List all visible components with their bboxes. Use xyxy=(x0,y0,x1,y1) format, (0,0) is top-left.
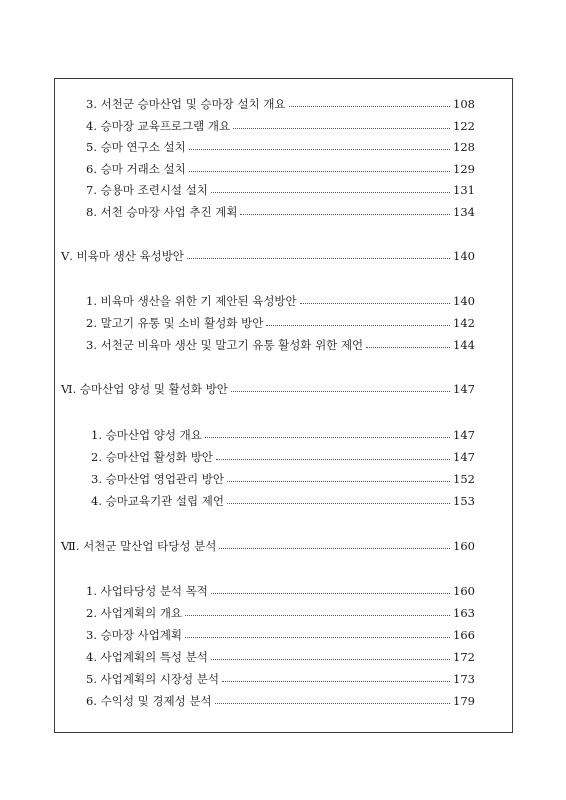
leader-dots xyxy=(289,106,451,107)
leader-dots xyxy=(185,637,450,638)
toc-entry xyxy=(91,424,475,442)
toc-entry-label: 3. 승마장 사업계획 xyxy=(86,628,183,642)
toc-entry-label: 5. 승마 연구소 설치 xyxy=(86,140,186,154)
toc-section-heading xyxy=(61,535,475,553)
toc-entry xyxy=(86,136,475,154)
toc-entry-page: 142 xyxy=(453,316,475,330)
leader-dots xyxy=(211,192,450,193)
toc-entry-page: 172 xyxy=(453,650,475,664)
toc-section-heading xyxy=(61,245,475,263)
leader-dots xyxy=(227,481,450,482)
toc-entry-page: 108 xyxy=(453,97,475,111)
toc-section-page: 147 xyxy=(453,382,475,396)
leader-dots xyxy=(219,548,450,549)
leader-dots xyxy=(216,459,450,460)
leader-dots xyxy=(215,703,450,704)
toc-entry-page: 134 xyxy=(453,205,475,219)
leader-dots xyxy=(205,437,450,438)
toc-entry xyxy=(86,179,475,197)
leader-dots xyxy=(211,659,450,660)
toc-entry-label: 7. 승용마 조련시설 설치 xyxy=(86,183,208,197)
toc-entry xyxy=(86,624,475,642)
leader-dots xyxy=(231,391,450,392)
toc-entry-label: 6. 승마 거래소 설치 xyxy=(86,162,186,176)
toc-entry-page: 166 xyxy=(453,628,475,642)
toc-entry xyxy=(86,115,475,133)
leader-dots xyxy=(189,149,450,150)
toc-entry-page: 179 xyxy=(453,694,475,708)
toc-entry xyxy=(86,334,475,352)
leader-dots xyxy=(366,347,450,348)
leader-dots xyxy=(222,681,450,682)
toc-entry-page: 147 xyxy=(453,450,475,464)
toc-entry-label: 4. 승마교육기관 설립 제언 xyxy=(91,494,225,508)
toc-entry-page: 122 xyxy=(453,119,475,133)
toc-section-label: Ⅵ. 승마산업 양성 및 활성화 방안 xyxy=(61,382,228,396)
toc-entry-label: 1. 사업타당성 분석 목적 xyxy=(86,584,208,598)
toc-entry-page: 173 xyxy=(453,672,475,686)
leader-dots xyxy=(185,615,450,616)
toc-entry-label: 4. 승마장 교육프로그램 개요 xyxy=(86,119,231,133)
leader-dots xyxy=(189,171,450,172)
toc-entry-page: 147 xyxy=(453,428,475,442)
toc-entry-page: 153 xyxy=(453,494,475,508)
toc-entry-label: 3. 서천군 비육마 생산 및 말고기 유통 활성화 위한 제언 xyxy=(86,338,364,352)
toc-entry xyxy=(86,93,475,111)
toc-entry-label: 1. 비육마 생산을 위한 기 제안된 육성방안 xyxy=(86,294,297,308)
toc-entry-page: 140 xyxy=(453,294,475,308)
toc-section-page: 140 xyxy=(453,249,475,263)
toc-entry-page: 144 xyxy=(453,338,475,352)
leader-dots xyxy=(227,503,450,504)
toc-frame xyxy=(54,78,513,733)
toc-entry-label: 3. 서천군 승마산업 및 승마장 설치 개요 xyxy=(86,97,286,111)
toc-entry xyxy=(86,690,475,708)
toc-entry xyxy=(86,668,475,686)
toc-entry xyxy=(86,312,475,330)
toc-entry xyxy=(86,158,475,176)
toc-entry-label: 4. 사업계획의 특성 분석 xyxy=(86,650,208,664)
leader-dots xyxy=(233,128,450,129)
toc-entry-page: 152 xyxy=(453,472,475,486)
toc-entry xyxy=(86,290,475,308)
toc-entry xyxy=(86,602,475,620)
toc-entry-label: 2. 사업계획의 개요 xyxy=(86,606,183,620)
leader-dots xyxy=(187,258,450,259)
toc-entry-label: 5. 사업계획의 시장성 분석 xyxy=(86,672,220,686)
toc-entry-label: 6. 수익성 및 경제성 분석 xyxy=(86,694,212,708)
toc-entry-page: 129 xyxy=(453,162,475,176)
toc-entry xyxy=(86,580,475,598)
toc-entry-page: 160 xyxy=(453,584,475,598)
leader-dots xyxy=(266,325,450,326)
toc-entry-label: 2. 승마산업 활성화 방안 xyxy=(91,450,213,464)
toc-entry-label: 1. 승마산업 양성 개요 xyxy=(91,428,202,442)
leader-dots xyxy=(211,593,450,594)
toc-entry-page: 128 xyxy=(453,140,475,154)
toc-section-label: Ⅴ. 비육마 생산 육성방안 xyxy=(61,249,184,263)
toc-section-heading xyxy=(61,378,475,396)
toc-entry xyxy=(86,646,475,664)
toc-entry-label: 3. 승마산업 영업관리 방안 xyxy=(91,472,225,486)
toc-entry xyxy=(86,201,475,219)
toc-entry xyxy=(91,446,475,464)
leader-dots xyxy=(240,214,450,215)
toc-entry-label: 2. 말고기 유통 및 소비 활성화 방안 xyxy=(86,316,264,330)
toc-entry xyxy=(91,468,475,486)
toc-entry xyxy=(91,490,475,508)
leader-dots xyxy=(300,303,450,304)
toc-section-label: Ⅶ. 서천군 말산업 타당성 분석 xyxy=(61,539,217,553)
toc-section-page: 160 xyxy=(453,539,475,553)
toc-entry-label: 8. 서천 승마장 사업 추진 계획 xyxy=(86,205,238,219)
toc-entry-page: 131 xyxy=(453,183,475,197)
toc-entry-page: 163 xyxy=(453,606,475,620)
